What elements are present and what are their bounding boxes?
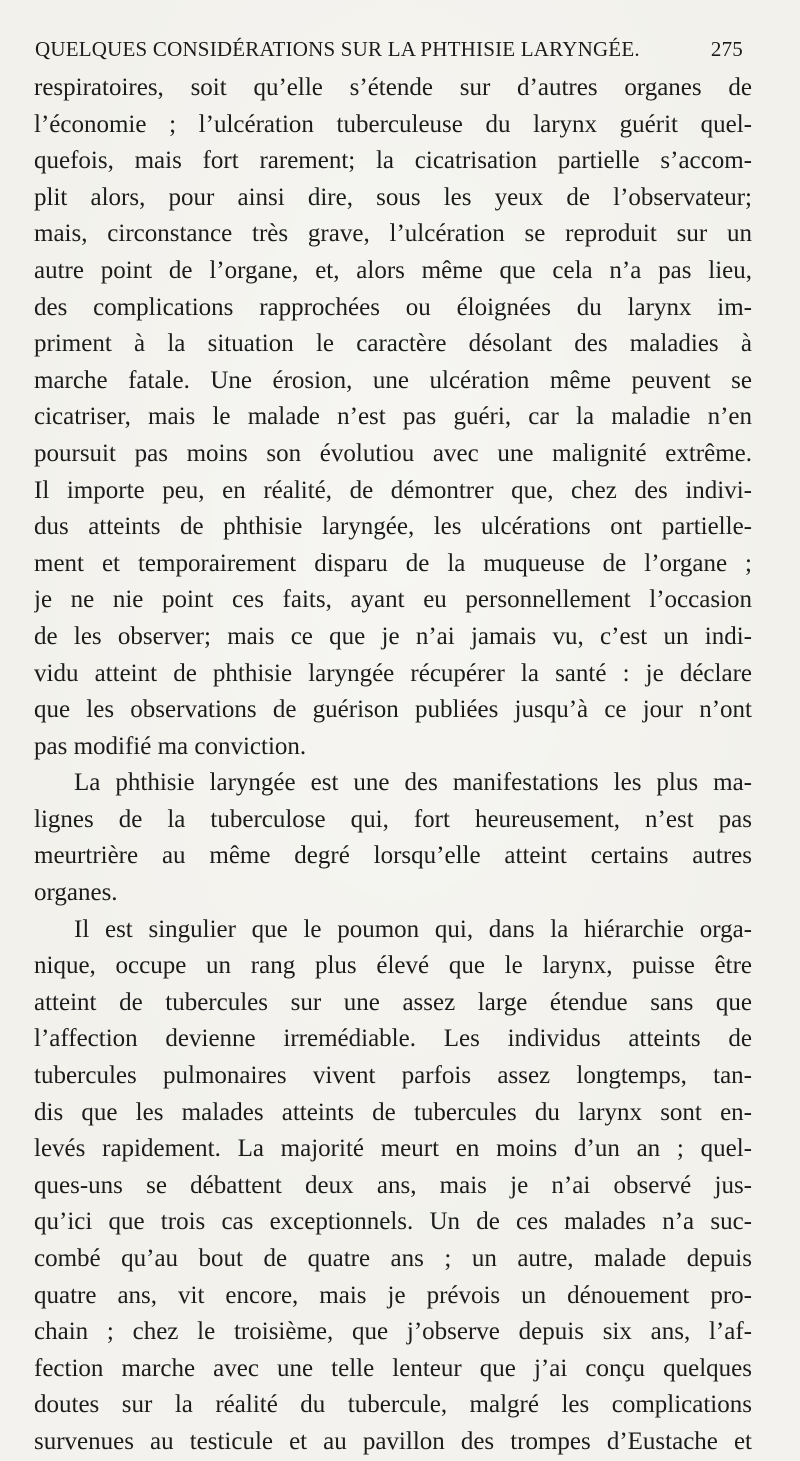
text-line: dus atteints de phthisie laryngée, les ulcérations ont partielle- — [34, 513, 752, 541]
text-line: Il importe peu, en réalité, de démontrer que, chez des indivi- — [34, 476, 752, 504]
text-line: survenues au testicule et au pavillon des trompes d’Eustache et — [34, 1427, 752, 1455]
text-line: de les observer; mais ce que je n’ai jamais vu, c’est un indi- — [34, 622, 752, 650]
running-header — [35, 37, 765, 67]
text-line: qu’ici que trois cas exceptionnels. Un de ces malades n’a suc- — [34, 1208, 752, 1236]
text-line: vidu atteint de phthisie laryngée récupérer la santé : je déclare — [34, 659, 752, 687]
text-line: poursuit pas moins son évolutiou avec une malignité extrême. — [34, 439, 752, 467]
text-line: l’économie ; l’ulcération tuberculeuse du larynx guérit quel- — [34, 110, 752, 138]
text-line: marche fatale. Une érosion, une ulcération même peuvent se — [34, 366, 752, 394]
text-line: chain ; chez le troisième, que j’observe depuis six ans, l’af- — [34, 1318, 752, 1346]
text-line: l’affection devienne irremédiable. Les individus atteints de — [34, 1025, 752, 1053]
running-title: QUELQUES CONSIDÉRATIONS SUR LA PHTHISIE LARYNGÉE. — [35, 37, 640, 61]
text-line: levés rapidement. La majorité meurt en moins d’un an ; quel- — [34, 1135, 752, 1163]
text-line: organes. — [34, 879, 118, 907]
text-line: tubercules pulmonaires vivent parfois assez longtemps, tan- — [34, 1062, 752, 1090]
body-text — [34, 70, 752, 1461]
text-line: des complications rapprochées ou éloignées du larynx im- — [34, 293, 752, 321]
text-line: je ne nie point ces faits, ayant eu personnellement l’occasion — [34, 586, 752, 614]
text-line: fection marche avec une telle lenteur que j’ai conçu quelques — [34, 1354, 752, 1382]
text-line: Il est singulier que le poumon qui, dans la hiérarchie orga- — [74, 915, 752, 943]
text-line: que les observations de guérison publiées jusqu’à ce jour n’ont — [34, 696, 752, 724]
text-line: atteint de tubercules sur une assez large étendue sans que — [34, 988, 752, 1016]
text-line: cicatriser, mais le malade n’est pas guéri, car la maladie n’en — [34, 403, 752, 431]
text-line: mais, circonstance très grave, l’ulcération se reproduit sur un — [34, 220, 752, 248]
text-line: lignes de la tuberculose qui, fort heureusement, n’est pas — [34, 805, 752, 833]
text-line: dis que les malades atteints de tubercules du larynx sont en- — [34, 1098, 752, 1126]
text-line: quatre ans, vit encore, mais je prévois un dénouement pro- — [34, 1281, 752, 1309]
text-line: nique, occupe un rang plus élevé que le larynx, puisse être — [34, 952, 752, 980]
text-line: pas modifié ma conviction. — [34, 732, 307, 760]
text-line: meurtrière au même degré lorsqu’elle atteint certains autres — [34, 842, 752, 870]
text-line: respiratoires, soit qu’elle s’étende sur d’autres organes de — [34, 74, 752, 101]
text-line: plit alors, pour ainsi dire, sous les yeux de l’observateur; — [34, 183, 752, 211]
text-line: autre point de l’organe, et, alors même que cela n’a pas lieu, — [34, 256, 752, 284]
text-line: combé qu’au bout de quatre ans ; un autre, malade depuis — [34, 1245, 752, 1272]
text-line: ques-uns se débattent deux ans, mais je n’ai observé jus- — [34, 1171, 752, 1199]
page-number: 275 — [710, 37, 743, 61]
text-line: quefois, mais fort rarement; la cicatrisation partielle s’accom- — [34, 147, 752, 175]
text-line: ment et temporairement disparu de la muqueuse de l’organe ; — [34, 549, 752, 577]
text-line: priment à la situation le caractère désolant des maladies à — [34, 330, 752, 358]
text-line: doutes sur la réalité du tubercule, malgré les complications — [34, 1391, 752, 1419]
text-line: La phthisie laryngée est une des manifestations les plus ma- — [74, 769, 752, 797]
